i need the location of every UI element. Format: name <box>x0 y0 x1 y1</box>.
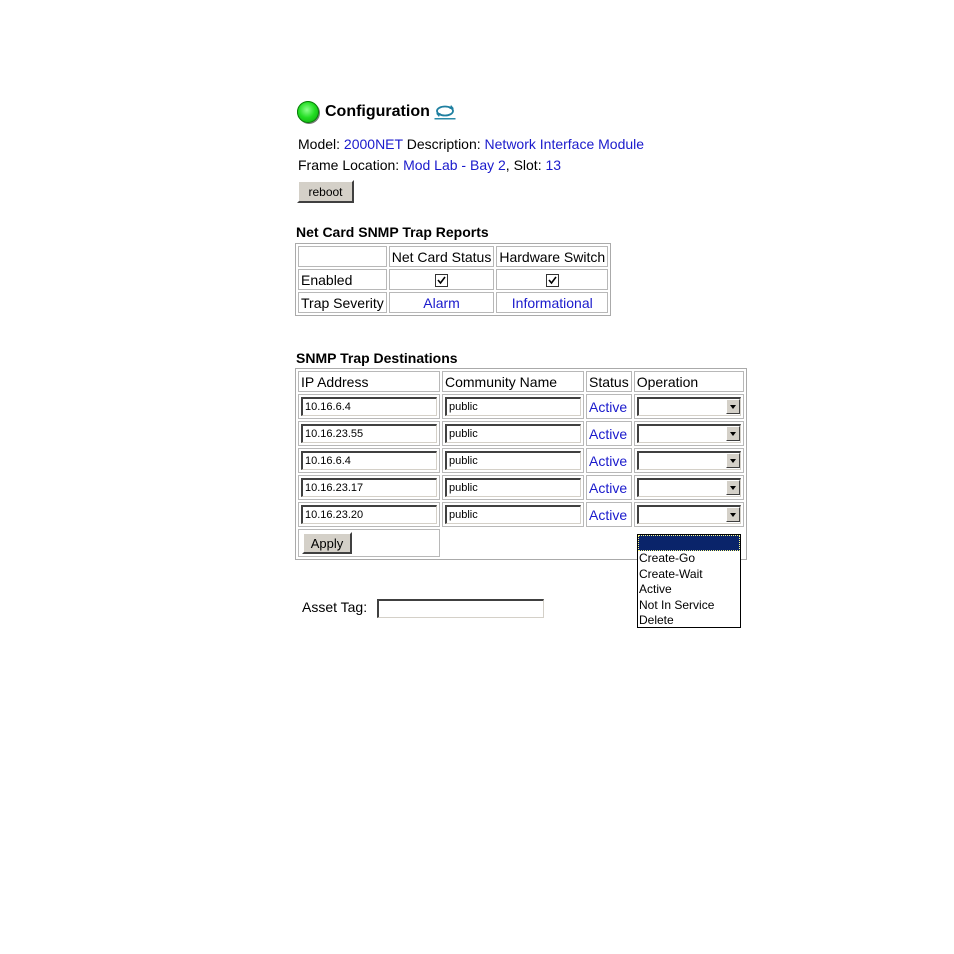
reboot-button[interactable]: reboot <box>297 180 354 203</box>
hardware-switch-enabled-cell <box>496 269 608 290</box>
frame-location-value: Mod Lab - Bay 2 <box>403 157 506 173</box>
status-link[interactable]: Active <box>586 475 632 500</box>
operation-select[interactable] <box>637 478 741 497</box>
column-header: Net Card Status <box>389 246 495 267</box>
operation-cell <box>634 475 744 500</box>
trap-destinations-table <box>295 368 747 560</box>
description-label: Description: <box>406 136 481 152</box>
ip-cell <box>298 475 440 500</box>
operation-cell <box>634 448 744 473</box>
ip-address-input[interactable] <box>301 397 437 416</box>
row-label: Trap Severity <box>298 292 387 313</box>
table-row <box>298 292 608 313</box>
refresh-icon[interactable] <box>434 104 456 120</box>
operation-select[interactable] <box>637 451 741 470</box>
ip-cell <box>298 394 440 419</box>
table-row <box>298 448 744 473</box>
table-row <box>298 394 744 419</box>
trap-reports-title: Net Card SNMP Trap Reports <box>296 224 489 240</box>
table-header-row <box>298 371 744 392</box>
column-header: IP Address <box>298 371 440 392</box>
ip-address-input[interactable] <box>301 505 437 524</box>
table-row <box>298 246 608 267</box>
slot-value: 13 <box>545 157 562 173</box>
empty-header-cell <box>298 246 387 267</box>
community-name-input[interactable] <box>445 424 581 443</box>
table-row <box>298 502 744 527</box>
net-card-status-severity-link[interactable]: Alarm <box>389 292 495 313</box>
status-led-icon <box>297 101 319 123</box>
community-name-input[interactable] <box>445 478 581 497</box>
header <box>297 101 456 123</box>
community-name-input[interactable] <box>445 505 581 524</box>
chevron-down-icon[interactable] <box>726 480 740 495</box>
operation-select[interactable] <box>637 424 741 443</box>
empty-cell <box>442 529 584 557</box>
frame-location-line <box>298 157 561 173</box>
model-value: 2000NET <box>343 136 403 152</box>
ip-cell <box>298 421 440 446</box>
community-name-input[interactable] <box>445 451 581 470</box>
column-header: Hardware Switch <box>496 246 608 267</box>
chevron-down-icon[interactable] <box>726 399 740 414</box>
community-cell <box>442 448 584 473</box>
hardware-switch-enabled-checkbox[interactable] <box>546 274 559 287</box>
asset-tag-input[interactable] <box>377 599 544 618</box>
net-card-status-enabled-checkbox[interactable] <box>435 274 448 287</box>
row-label: Enabled <box>298 269 387 290</box>
frame-location-label: Frame Location: <box>298 157 400 173</box>
dropdown-option-blank[interactable] <box>638 535 740 551</box>
ip-address-input[interactable] <box>301 478 437 497</box>
operation-select-open[interactable] <box>637 505 741 524</box>
dropdown-option-not-in-service[interactable]: Not In Service <box>639 597 715 612</box>
asset-tag-label: Asset Tag: <box>302 599 368 615</box>
chevron-down-icon[interactable] <box>726 426 740 441</box>
hardware-switch-severity-link[interactable]: Informational <box>496 292 608 313</box>
dropdown-option-create-go[interactable]: Create-Go <box>639 551 696 565</box>
ip-address-input[interactable] <box>301 451 437 470</box>
status-link[interactable]: Active <box>586 421 632 446</box>
operation-cell <box>634 421 744 446</box>
column-header: Operation <box>634 371 744 392</box>
ip-cell <box>298 502 440 527</box>
operation-cell <box>634 394 744 419</box>
model-line <box>298 136 644 152</box>
apply-button[interactable]: Apply <box>302 532 352 554</box>
description-value: Network Interface Module <box>484 136 645 152</box>
community-cell <box>442 394 584 419</box>
trap-destinations-title: SNMP Trap Destinations <box>296 350 458 366</box>
empty-cell <box>586 529 632 557</box>
chevron-down-icon[interactable] <box>726 453 740 468</box>
dropdown-option-active[interactable]: Active <box>639 582 672 596</box>
community-cell <box>442 502 584 527</box>
table-row <box>298 421 744 446</box>
dropdown-option-delete[interactable]: Delete <box>639 613 674 627</box>
trap-reports-table <box>295 243 611 316</box>
operation-select[interactable] <box>637 397 741 416</box>
dropdown-option-create-wait[interactable]: Create-Wait <box>639 566 703 581</box>
status-link[interactable]: Active <box>586 448 632 473</box>
model-label: Model: <box>298 136 341 152</box>
status-link[interactable]: Active <box>586 502 632 527</box>
table-row <box>298 475 744 500</box>
operation-dropdown-list[interactable] <box>637 534 741 628</box>
community-cell <box>442 475 584 500</box>
net-card-status-enabled-cell <box>389 269 495 290</box>
community-name-input[interactable] <box>445 397 581 416</box>
ip-address-input[interactable] <box>301 424 437 443</box>
column-header: Status <box>586 371 632 392</box>
community-cell <box>442 421 584 446</box>
table-row <box>298 269 608 290</box>
operation-cell <box>634 502 744 527</box>
ip-cell <box>298 448 440 473</box>
chevron-down-icon[interactable] <box>726 507 740 522</box>
page-title: Configuration <box>325 103 430 120</box>
status-link[interactable]: Active <box>586 394 632 419</box>
slot-label: , Slot: <box>505 157 542 173</box>
column-header: Community Name <box>442 371 584 392</box>
apply-cell <box>298 529 440 557</box>
